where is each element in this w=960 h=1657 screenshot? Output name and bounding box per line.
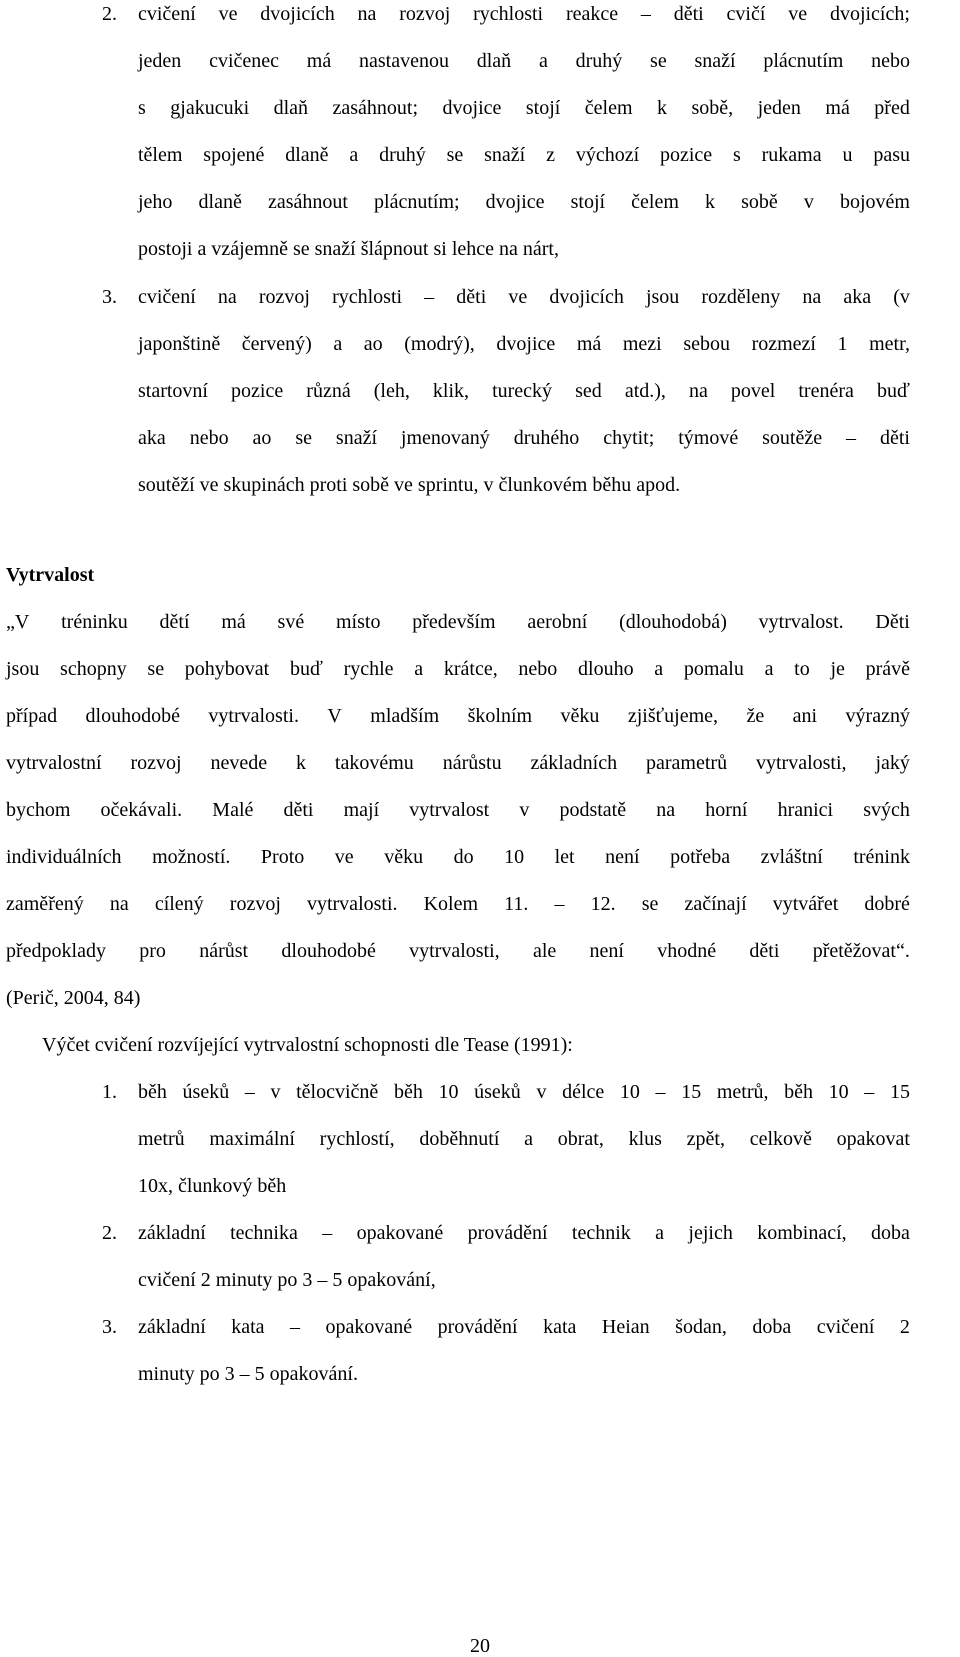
word: šodan, [675,1316,727,1338]
word: děti [749,940,780,962]
word: vytrvalosti. [306,893,398,915]
word: k [705,191,716,213]
word: 10 [619,1081,640,1103]
word: očekávali. [100,799,183,821]
word: tělocvičně [296,1081,379,1103]
word: Kolem [423,893,479,915]
word: z [546,144,555,166]
word: rychlostí, [319,1128,395,1150]
word: aerobní [527,611,588,633]
list-intro: Výčet cvičení rozvíjející vytrvalostní schopnosti dle Tease (1991): [42,1034,573,1056]
word: nárůstu [442,752,502,774]
word: má [576,333,602,355]
word: doběhnutí [419,1128,500,1150]
list-number: 2. [102,1222,117,1244]
word: děti [879,427,910,449]
word: zpět, [686,1128,725,1150]
word: snaží [484,144,526,166]
word: potřeba [670,846,731,868]
word: a [538,50,548,72]
word: – [846,427,857,449]
word: technik [571,1222,631,1244]
word: soutěže [762,427,823,449]
word: vytrvalost [409,799,490,821]
section-heading: Vytrvalost [6,564,95,586]
word: v [536,1081,547,1103]
list-item-line [138,1127,910,1151]
word: různá [306,380,351,402]
word: – [290,1316,301,1338]
word: na [217,286,237,308]
word: buď [289,658,323,680]
word: celkově [749,1128,812,1150]
word: startovní [138,380,208,402]
word: aka [138,427,166,449]
word: nebo [518,658,558,680]
word: druhého [513,427,580,449]
word: nastavenou [359,50,449,72]
word: dlouhodobé [85,705,180,727]
word: že [746,705,765,727]
word: a [524,1128,534,1150]
word: krátce, [443,658,498,680]
word: pro [139,940,166,962]
list-number: 3. [102,286,117,308]
word: právě [865,658,910,680]
word: dlaň [273,97,309,119]
word: školním [467,705,533,727]
word: místo [336,611,381,633]
word: vytvářet [772,893,839,915]
word: 12. [590,893,616,915]
word: opakovat [836,1128,910,1150]
word: ve [334,846,354,868]
word: se [147,658,165,680]
word: a [349,144,359,166]
word: doba [871,1222,910,1244]
word: dvojice [496,333,556,355]
word: Děti [875,611,910,633]
word: Proto [260,846,305,868]
word: – [424,286,435,308]
word: vytrvalostní [6,752,102,774]
word: a [654,658,664,680]
word: délce [562,1081,605,1103]
paragraph-line [6,704,910,728]
word: vytrvalosti. [208,705,299,727]
word: sed [575,380,602,402]
list-item-line: postoji a vzájemně se snaží šlápnout si lehce na nárt, [138,238,559,260]
word: před [874,97,910,119]
word: s [138,97,146,119]
word: povel [730,380,776,402]
word: rozděleny [701,286,781,308]
word: dvojice [485,191,545,213]
word: parametrů [646,752,728,774]
paragraph-line [6,610,910,634]
word: nevede [210,752,268,774]
list-number: 3. [102,1316,117,1338]
word: bojovém [839,191,910,213]
word: u [842,144,853,166]
word: základní [138,1222,206,1244]
word: provádění [437,1316,518,1338]
word: s [733,144,741,166]
word: běh [138,1081,167,1103]
word: V [327,705,342,727]
word: japonštině [138,333,221,355]
word: technika [230,1222,298,1244]
paragraph-line [6,845,910,869]
word: sobě, [691,97,734,119]
word: zasáhnout; [332,97,419,119]
word: je [830,658,845,680]
word: týmové [678,427,739,449]
word: vhodné [657,940,717,962]
word: – [244,1081,255,1103]
word: nárůst [199,940,249,962]
list-item-line: 10x, člunkový běh [138,1175,287,1197]
word: Heian [601,1316,650,1338]
word: mladším [370,705,440,727]
word: jaký [875,752,910,774]
word: snaží [335,427,377,449]
word: plácnutím [763,50,844,72]
word: nebo [871,50,910,72]
word: úseků [182,1081,230,1103]
word: především [412,611,496,633]
word: ale [532,940,557,962]
word: opakované [356,1222,444,1244]
word: tréninku [61,611,128,633]
word: děti [673,3,704,25]
word: gjakucuki [170,97,250,119]
word: atd.), [624,380,666,402]
word: a [764,658,774,680]
word: individuálních [6,846,122,868]
word: 11. [504,893,529,915]
word: trenéra [798,380,854,402]
word: začínají [684,893,747,915]
word: 1 [837,333,848,355]
word: jejich [688,1222,733,1244]
paragraph-line [6,657,910,681]
word: vytrvalosti, [409,940,500,962]
word: a [414,658,424,680]
word: dlouho [578,658,634,680]
word: bychom [6,799,71,821]
word: sebou [683,333,730,355]
word: vytrvalosti, [756,752,847,774]
word: dvojicích [260,3,335,25]
word: děti [456,286,487,308]
word: klus [628,1128,662,1150]
word: rychle [343,658,394,680]
word: rychlosti [473,3,544,25]
word: (v [893,286,910,308]
word: k [657,97,667,119]
word: do [453,846,474,868]
list-item-line [138,426,910,450]
word: trénink [853,846,910,868]
word: předpoklady [6,940,106,962]
word: jsou [645,286,680,308]
word: – [640,3,651,25]
paragraph-line [6,798,910,822]
word: hranici [777,799,834,821]
citation: (Perič, 2004, 84) [6,987,141,1009]
word: čelem [631,191,679,213]
word: tělem [138,144,183,166]
word: věku [560,705,600,727]
word: dlaně [198,191,242,213]
word: jmenovaný [400,427,490,449]
word: rozvoj [130,752,182,774]
word: úseků [474,1081,521,1103]
word: snaží [694,50,736,72]
word: jeho [138,191,173,213]
list-item-line: minuty po 3 – 5 opakování. [138,1363,358,1385]
word: doba [752,1316,792,1338]
word: rozvoj [229,893,281,915]
word: klik, [432,380,470,402]
word: mezi [622,333,662,355]
word: věku [384,846,424,868]
word: na [802,286,822,308]
word: cvičení [138,286,196,308]
word: v [803,191,814,213]
word: to [794,658,810,680]
word: nebo [189,427,229,449]
list-item-line: soutěží ve skupinách proti sobě ve sprintu, v člunkovém běhu apod. [138,474,681,496]
word: 10 [438,1081,459,1103]
word: dlaň [476,50,512,72]
word: metr, [869,333,910,355]
word: jeden [757,97,801,119]
word: – [554,893,565,915]
word: let [554,846,575,868]
list-item-line [138,2,910,26]
word: zaměřený [6,893,84,915]
word: rychlosti [332,286,403,308]
word: není [589,940,624,962]
word: stojí [570,191,606,213]
word: dvojicích [549,286,624,308]
word: cvičení [138,3,196,25]
word: čelem [584,97,633,119]
list-item-line [138,1315,910,1339]
word: metrů, [716,1081,769,1103]
word: jeden [138,50,182,72]
word: Malé [212,799,254,821]
word: reakce [565,3,619,25]
word: cvičení [816,1316,875,1338]
word: horní [705,799,748,821]
list-item-line [138,332,910,356]
word: dvojicích; [829,3,910,25]
word: rozvoj [258,286,310,308]
word: turecký [492,380,553,402]
word: cvičenec [209,50,280,72]
word: běh [393,1081,423,1103]
word: 2 [899,1316,910,1338]
word: mají [343,799,380,821]
word: obrat, [557,1128,604,1150]
word: 15 [681,1081,702,1103]
list-number: 2. [102,3,117,25]
word: se [295,427,312,449]
list-item-line [138,1221,910,1245]
list-item-line: cvičení 2 minuty po 3 – 5 opakování, [138,1269,436,1291]
word: „V [6,611,30,633]
paragraph-line [6,892,910,916]
word: na [656,799,676,821]
word: zvláštní [760,846,823,868]
word: dobré [864,893,910,915]
word: plácnutím; [374,191,460,213]
word: rozmezí [751,333,816,355]
word: přetěžovat“. [812,940,910,962]
word: takovému [334,752,414,774]
word: schopny [60,658,127,680]
word: – [322,1222,333,1244]
word: – [864,1081,875,1103]
word: buď [876,380,910,402]
word: na [357,3,377,25]
word: chytit; [603,427,655,449]
word: (modrý), [404,333,475,355]
word: výchozí [575,144,640,166]
word: není [605,846,640,868]
word: výrazný [845,705,910,727]
word: kombinací, [757,1222,847,1244]
word: rukama [761,144,822,166]
list-item-line [138,190,910,214]
word: ao [252,427,272,449]
list-item-line [138,96,910,120]
word: 15 [889,1081,910,1103]
word: metrů [138,1128,185,1150]
word: pasu [873,144,910,166]
word: pohybovat [184,658,270,680]
word: případ [6,705,58,727]
page-number: 20 [470,1635,490,1657]
paragraph-line [6,939,910,963]
word: stojí [525,97,561,119]
list-item-line [138,49,910,73]
word: maximální [209,1128,295,1150]
word: spojené [203,144,265,166]
word: k [296,752,306,774]
word: ve [218,3,238,25]
word: dlaně [285,144,329,166]
word: opakované [325,1316,413,1338]
word: – [655,1081,666,1103]
word: ve [788,3,808,25]
word: sobě [741,191,778,213]
word: základních [530,752,618,774]
word: provádění [467,1222,548,1244]
word: základní [138,1316,206,1338]
word: podstatě [559,799,627,821]
word: (leh, [373,380,410,402]
word: běh [784,1081,814,1103]
word: a [333,333,343,355]
word: cílený [154,893,204,915]
word: 10 [828,1081,849,1103]
word: zasáhnout [267,191,348,213]
word: na [109,893,129,915]
word: druhý [379,144,426,166]
word: dvojice [442,97,502,119]
word: své [277,611,305,633]
word: pomalu [683,658,744,680]
word: děti [283,799,314,821]
list-item-line [138,285,910,309]
paragraph-line [6,751,910,775]
word: vytrvalost. [758,611,844,633]
list-item-line [138,1080,910,1104]
word: v [519,799,530,821]
word: na [688,380,708,402]
word: ve [508,286,528,308]
word: (dlouhodobá) [619,611,727,633]
word: má [825,97,850,119]
word: kata [543,1316,577,1338]
word: cvičí [726,3,766,25]
word: zjišťujeme, [627,705,719,727]
word: ao [363,333,383,355]
word: v [270,1081,281,1103]
word: druhý [575,50,623,72]
word: ani [792,705,818,727]
word: má [221,611,246,633]
word: dlouhodobé [281,940,376,962]
word: rozvoj [399,3,451,25]
word: se [641,893,659,915]
word: jsou [6,658,40,680]
word: dětí [159,611,190,633]
word: se [446,144,464,166]
word: pozice [659,144,713,166]
word: pozice [231,380,284,402]
word: se [650,50,667,72]
word: aka [843,286,872,308]
word: červený) [241,333,312,355]
word: kata [231,1316,265,1338]
list-item-line [138,379,910,403]
word: a [655,1222,665,1244]
word: svých [863,799,910,821]
word: možností. [152,846,231,868]
word: má [306,50,332,72]
list-item-line [138,143,910,167]
word: 10 [504,846,525,868]
list-number: 1. [102,1081,117,1103]
